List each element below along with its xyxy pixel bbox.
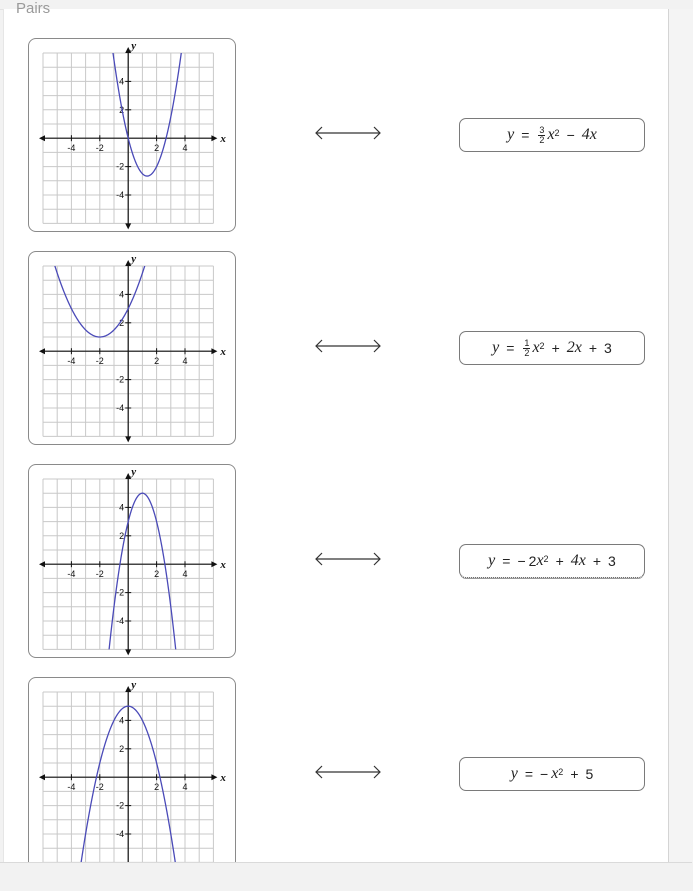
eq-term: 4x [570, 552, 586, 569]
y-arrow-down [125, 649, 131, 655]
x-arrow-right [211, 561, 217, 567]
eq-exponent: 2 [539, 341, 545, 351]
graph-card-2[interactable] [28, 251, 236, 445]
eq-equals: = [506, 340, 515, 356]
x-tick-label: -4 [67, 143, 76, 154]
eq-equals: = [521, 127, 530, 143]
eq-lhs: y [507, 126, 515, 143]
y-axis-label: y [131, 679, 137, 691]
double-arrow-icon [312, 763, 384, 781]
x-tick-label: 4 [182, 356, 188, 367]
x-tick-label: -4 [67, 569, 76, 580]
y-tick-label: 4 [119, 502, 125, 513]
x-arrow-right [211, 348, 217, 354]
x-arrow-left [39, 774, 45, 780]
bottom-strip [0, 862, 692, 891]
eq-lhs: y [488, 552, 496, 569]
x-arrow-right [211, 135, 217, 141]
y-tick-label: 2 [119, 317, 125, 328]
eq-lhs: y [492, 339, 500, 356]
y-tick-label: 4 [119, 715, 125, 726]
y-tick-label: -4 [116, 829, 125, 839]
y-tick-label: -2 [116, 374, 125, 385]
x-axis-label: x [220, 346, 226, 359]
double-arrow-icon [312, 550, 384, 568]
eq-exponent: 2 [554, 128, 560, 138]
y-arrow-down [125, 436, 131, 442]
frac-numerator: 3 [539, 124, 545, 135]
eq-negative-sign: − [517, 553, 526, 569]
x-axis-label: x [220, 133, 226, 146]
y-tick-label: 4 [119, 289, 125, 300]
eq-operator: + [588, 340, 598, 356]
eq-constant: 3 [608, 553, 616, 569]
x-tick-label: 4 [182, 782, 188, 793]
x-arrow-left [39, 135, 45, 141]
frac-denominator: 2 [539, 134, 545, 145]
equation-card-4[interactable] [459, 757, 645, 791]
y-tick-label: -4 [116, 190, 125, 200]
y-tick-label: -4 [116, 616, 125, 626]
y-tick-label: -2 [116, 800, 125, 811]
graph-card-1[interactable] [28, 38, 236, 232]
x-tick-label: 2 [154, 782, 160, 793]
x-tick-label: 2 [154, 143, 160, 154]
y-tick-label: 2 [119, 530, 125, 541]
eq-exponent: 2 [543, 554, 549, 564]
eq-operator: + [555, 553, 564, 569]
x-tick-label: -4 [67, 356, 76, 367]
graph-card-4[interactable] [28, 677, 236, 877]
equation-card-1[interactable] [459, 118, 645, 152]
eq-lhs: y [510, 765, 518, 782]
y-tick-label: 4 [119, 76, 125, 87]
x-tick-label: -2 [95, 569, 104, 580]
eq-equals: = [502, 553, 511, 569]
parabola-graph [29, 39, 237, 233]
x-tick-label: -2 [95, 143, 104, 154]
scrollbar-gutter[interactable] [668, 9, 693, 862]
x-tick-label: -4 [67, 782, 76, 793]
y-tick-label: -2 [116, 161, 125, 172]
y-arrow-down [125, 223, 131, 229]
y-tick-label: 2 [119, 743, 125, 754]
eq-term: 2x [566, 339, 582, 356]
eq-operator: + [592, 553, 602, 569]
eq-var: x [532, 339, 540, 356]
x-tick-label: 2 [154, 356, 160, 367]
x-tick-label: -2 [95, 782, 104, 793]
x-arrow-right [211, 774, 217, 780]
eq-operator: + [551, 340, 560, 356]
double-arrow-icon [312, 337, 384, 355]
eq-var: x [551, 765, 559, 782]
eq-var: x [547, 126, 555, 143]
eq-var: x [536, 552, 544, 569]
x-tick-label: 4 [182, 569, 188, 580]
eq-constant: 5 [585, 766, 594, 782]
eq-fraction [523, 339, 530, 358]
y-tick-label: -4 [116, 403, 125, 413]
x-axis-label: x [220, 772, 226, 785]
pair-row [4, 464, 669, 662]
x-arrow-left [39, 348, 45, 354]
y-axis-label: y [131, 40, 137, 52]
x-tick-label: 4 [182, 143, 188, 154]
x-axis-label: x [220, 559, 226, 572]
pairs-panel [3, 0, 670, 862]
pair-row [4, 677, 669, 875]
frac-numerator: 1 [524, 337, 530, 348]
eq-constant: 3 [604, 340, 612, 356]
x-arrow-left [39, 561, 45, 567]
double-arrow-icon [312, 124, 384, 142]
eq-coefficient: 2 [528, 553, 537, 569]
frac-denominator: 2 [524, 347, 530, 358]
y-axis-label: y [131, 466, 137, 478]
eq-term: 4x [581, 126, 597, 143]
pair-row [4, 38, 669, 236]
y-tick-label: 2 [119, 104, 125, 115]
equation-card-2[interactable] [459, 331, 645, 365]
parabola-graph [29, 465, 237, 659]
eq-negative-sign: − [540, 766, 549, 782]
x-tick-label: -2 [95, 356, 104, 367]
eq-exponent: 2 [558, 767, 564, 777]
parabola-graph [29, 678, 237, 872]
graph-card-3[interactable] [28, 464, 236, 658]
eq-operator: − [566, 127, 575, 143]
x-tick-label: 2 [154, 569, 160, 580]
y-axis-label: y [131, 253, 137, 265]
parabola-graph [29, 252, 237, 446]
eq-equals: = [524, 766, 533, 782]
pair-row [4, 251, 669, 449]
eq-fraction [538, 126, 545, 145]
y-tick-label: -2 [116, 587, 125, 598]
equation-card-3[interactable] [459, 544, 645, 578]
section-label: Pairs [16, 0, 51, 17]
eq-operator: + [570, 766, 579, 782]
